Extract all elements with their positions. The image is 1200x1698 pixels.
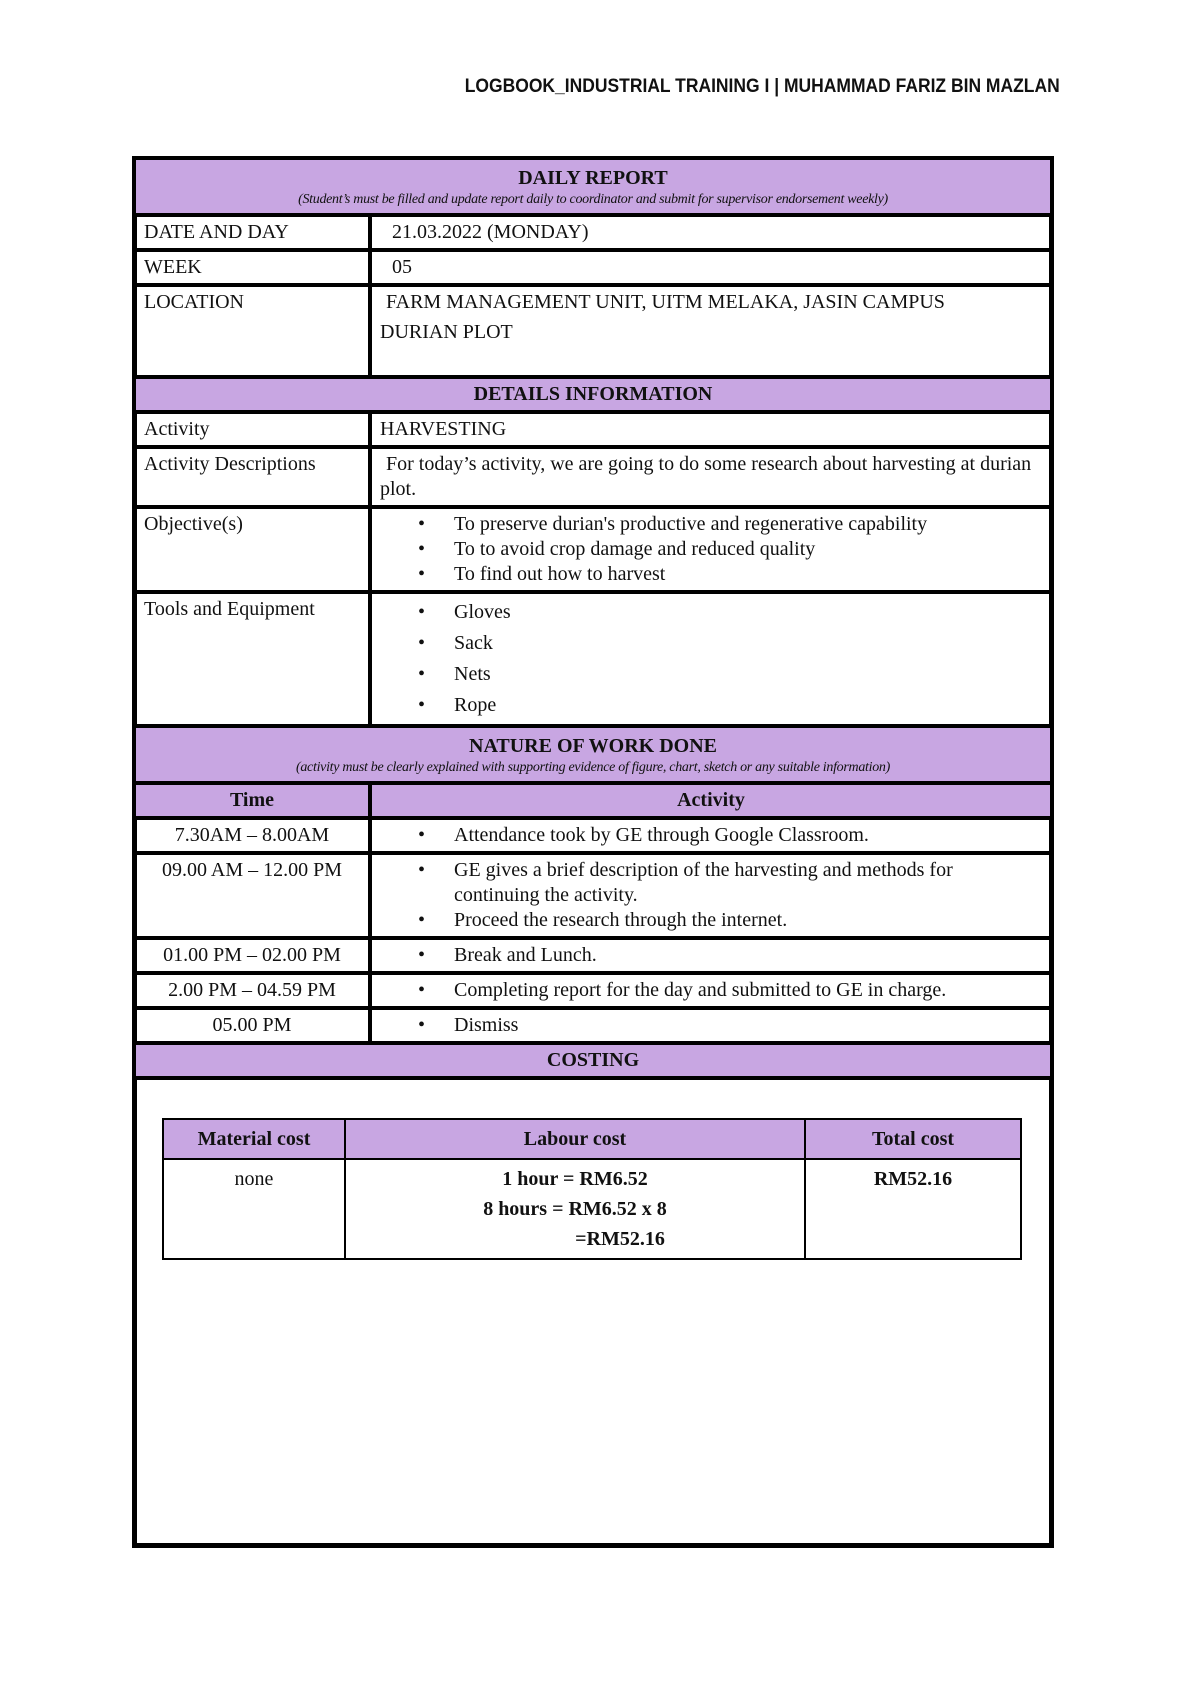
time-cell: 7.30AM – 8.00AM (134, 818, 370, 853)
tools-label: Tools and Equipment (134, 592, 370, 726)
labour-cost-line-3: =RM52.16 (575, 1228, 665, 1250)
daily-report-table (132, 156, 1054, 1475)
work-subtitle: (activity must be clearly explained with supporting evidence of figure, chart, sketch or any suitable information) (296, 760, 890, 775)
activity-list (380, 978, 1042, 1003)
time-cell: 01.00 PM – 02.00 PM (134, 938, 370, 973)
material-cost-header: Material cost (163, 1119, 345, 1159)
activity-list (380, 858, 1042, 933)
total-cost-header: Total cost (805, 1119, 1021, 1159)
activity-label: Activity (134, 412, 370, 447)
list-item: • Rope (454, 690, 1042, 721)
details-title: DETAILS INFORMATION (134, 377, 1052, 412)
time-cell: 09.00 AM – 12.00 PM (134, 853, 370, 938)
costing-header-row (163, 1119, 1021, 1159)
costing-body (134, 1078, 1052, 1475)
list-item: • Proceed the research through the internet. (454, 908, 1042, 933)
location-line-1: FARM MANAGEMENT UNIT, UITM MELAKA, JASIN CAMPUS (386, 291, 945, 313)
report-subtitle: (Student’s must be filled and update report daily to coordinator and submit for supervisor endorsement weekly) (298, 192, 888, 207)
objectives-row (134, 507, 1052, 592)
table-row (134, 938, 1052, 973)
activity-cell (370, 1008, 1052, 1043)
material-cost-value: none (163, 1159, 345, 1259)
costing-title: COSTING (134, 1043, 1052, 1078)
list-item: • Sack (454, 628, 1042, 659)
activity-list (380, 823, 1042, 848)
work-header-row (134, 783, 1052, 818)
report-title-row (134, 158, 1052, 215)
activity-cell (370, 973, 1052, 1008)
location-value-cell (370, 285, 1052, 377)
list-item: • To to avoid crop damage and reduced quality (454, 537, 1042, 562)
objectives-list (380, 512, 1042, 587)
costing-title-row (134, 1043, 1052, 1078)
location-row (134, 285, 1052, 377)
week-value: 05 (370, 250, 1052, 285)
activity-cell (370, 938, 1052, 973)
week-row (134, 250, 1052, 285)
activity-cell (370, 853, 1052, 938)
list-item: • To find out how to harvest (454, 562, 1042, 587)
labour-cost-header: Labour cost (345, 1119, 805, 1159)
table-row (134, 973, 1052, 1008)
tools-list (380, 597, 1042, 721)
description-label: Activity Descriptions (134, 447, 370, 507)
time-cell: 05.00 PM (134, 1008, 370, 1043)
work-title-cell (134, 726, 1052, 783)
description-value: For today’s activity, we are going to do some research about harvesting at durian plot. (370, 447, 1052, 507)
date-value: 21.03.2022 (MONDAY) (370, 215, 1052, 250)
labour-cost-line-2: 8 hours = RM6.52 x 8 (483, 1198, 667, 1220)
total-cost-value: RM52.16 (805, 1159, 1021, 1259)
location-line-2: DURIAN PLOT (380, 321, 513, 343)
activity-value: HARVESTING (370, 412, 1052, 447)
details-title-row (134, 377, 1052, 412)
page-header: LOGBOOK_INDUSTRIAL TRAINING I | MUHAMMAD FARIZ BIN MAZLAN (465, 76, 1060, 97)
table-row (134, 853, 1052, 938)
activity-list (380, 943, 1042, 968)
labour-cost-line-1: 1 hour = RM6.52 (502, 1168, 648, 1190)
objectives-label: Objective(s) (134, 507, 370, 592)
report-title-cell (134, 158, 1052, 215)
description-row (134, 447, 1052, 507)
list-item: • To preserve durian's productive and regenerative capability (454, 512, 1042, 537)
costing-value-row (163, 1159, 1021, 1259)
table-row (134, 818, 1052, 853)
activity-row (134, 412, 1052, 447)
labour-cost-cell (345, 1159, 805, 1259)
costing-table (162, 1118, 1022, 1260)
table-row (134, 1008, 1052, 1043)
activity-list (380, 1013, 1042, 1038)
work-title: NATURE OF WORK DONE (469, 735, 717, 757)
activity-cell (370, 818, 1052, 853)
work-title-row (134, 726, 1052, 783)
report-title: DAILY REPORT (518, 167, 668, 189)
objectives-cell (370, 507, 1052, 592)
time-header: Time (134, 783, 370, 818)
list-item: • Dismiss (454, 1013, 1042, 1038)
location-label: LOCATION (134, 285, 370, 377)
week-label: WEEK (134, 250, 370, 285)
list-item: • Completing report for the day and submitted to GE in charge. (454, 978, 1042, 1003)
date-label: DATE AND DAY (134, 215, 370, 250)
tools-cell (370, 592, 1052, 726)
list-item: • Attendance took by GE through Google Classroom. (454, 823, 1042, 848)
list-item: • Nets (454, 659, 1042, 690)
tools-row (134, 592, 1052, 726)
list-item: • GE gives a brief description of the harvesting and methods for continuing the activity. (454, 858, 1042, 908)
list-item: • Break and Lunch. (454, 943, 1042, 968)
date-row (134, 215, 1052, 250)
list-item: • Gloves (454, 597, 1042, 628)
costing-body-row (134, 1078, 1052, 1475)
activity-header: Activity (370, 783, 1052, 818)
time-cell: 2.00 PM – 04.59 PM (134, 973, 370, 1008)
